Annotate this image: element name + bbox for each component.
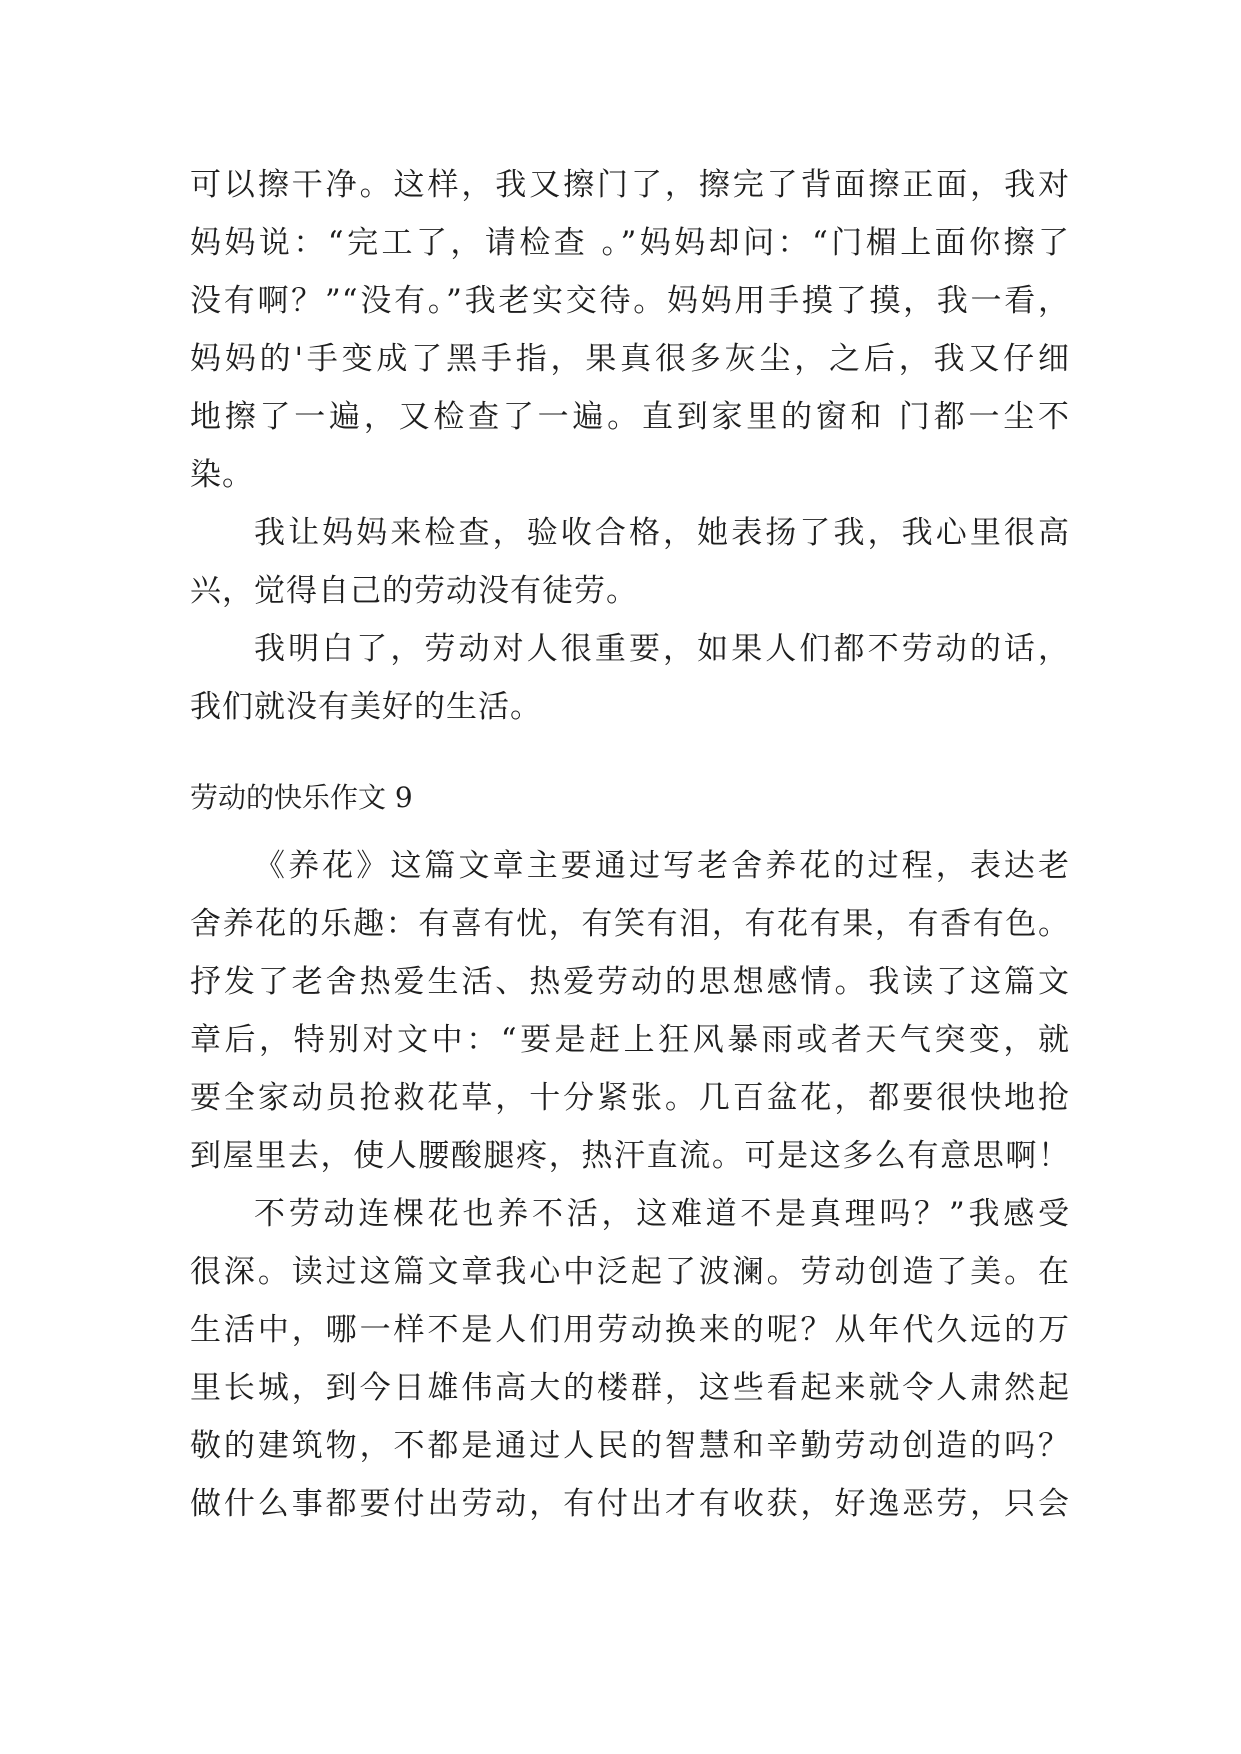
text-line: 妈妈的'手变成了黑手指，果真很多灰尘，之后，我又仔细 [190, 341, 1070, 377]
text-line: 做什么事都要付出劳动，有付出才有收获，好逸恶劳，只会 [190, 1486, 1070, 1522]
text-line: 很深。读过这篇文章我心中泛起了波澜。劳动创造了美。在 [190, 1254, 1070, 1290]
text-line: 地擦了一遍，又检查了一遍。直到家里的窗和 门都一尘不 [190, 399, 1070, 435]
text-line: 我们就没有美好的生活。 [190, 689, 542, 725]
text-line: 我明白了，劳动对人很重要，如果人们都不劳动的话， [254, 631, 1070, 667]
text-line: 妈妈说：“完工了，请检查 。”妈妈却问：“门楣上面你擦了 [190, 225, 1070, 261]
text-line: 我让妈妈来检查，验收合格，她表扬了我，我心里很高 [254, 515, 1070, 551]
text-line: 没有啊？”“没有。”我老实交待。妈妈用手摸了摸，我一看， [190, 283, 1070, 319]
text-line: 舍养花的乐趣：有喜有忧，有笑有泪，有花有果，有香有色。 [190, 906, 1070, 942]
text-line: 《养花》这篇文章主要通过写老舍养花的过程，表达老 [254, 848, 1070, 884]
text-line: 不劳动连棵花也养不活，这难道不是真理吗？”我感受 [254, 1196, 1070, 1232]
text-line: 生活中，哪一样不是人们用劳动换来的呢？从年代久远的万 [190, 1312, 1070, 1348]
text-line: 到屋里去，使人腰酸腿疼，热汗直流。可是这多么有意思啊！ [190, 1138, 1070, 1174]
text-line: 敬的建筑物，不都是通过人民的智慧和辛勤劳动创造的吗？ [190, 1428, 1070, 1464]
text-line: 兴，觉得自己的劳动没有徒劳。 [190, 573, 638, 609]
text-block-1 [190, 156, 1070, 725]
text-line: 染。 [190, 457, 254, 493]
text-line: 里长城，到今日雄伟高大的楼群，这些看起来就令人肃然起 [190, 1370, 1070, 1406]
text-block-2 [190, 837, 1070, 1557]
text-line: 要全家动员抢救花草，十分紧张。几百盆花，都要很快地抢 [190, 1080, 1070, 1116]
text-line: 抒发了老舍热爱生活、热爱劳动的思想感情。我读了这篇文 [190, 964, 1070, 1000]
text-line: 章后，特别对文中：“要是赶上狂风暴雨或者天气突变，就 [190, 1022, 1070, 1058]
section-heading: 劳动的快乐作文 9 [190, 781, 413, 814]
text-line: 可以擦干净。这样，我又擦门了，擦完了背面擦正面，我对 [190, 167, 1070, 203]
